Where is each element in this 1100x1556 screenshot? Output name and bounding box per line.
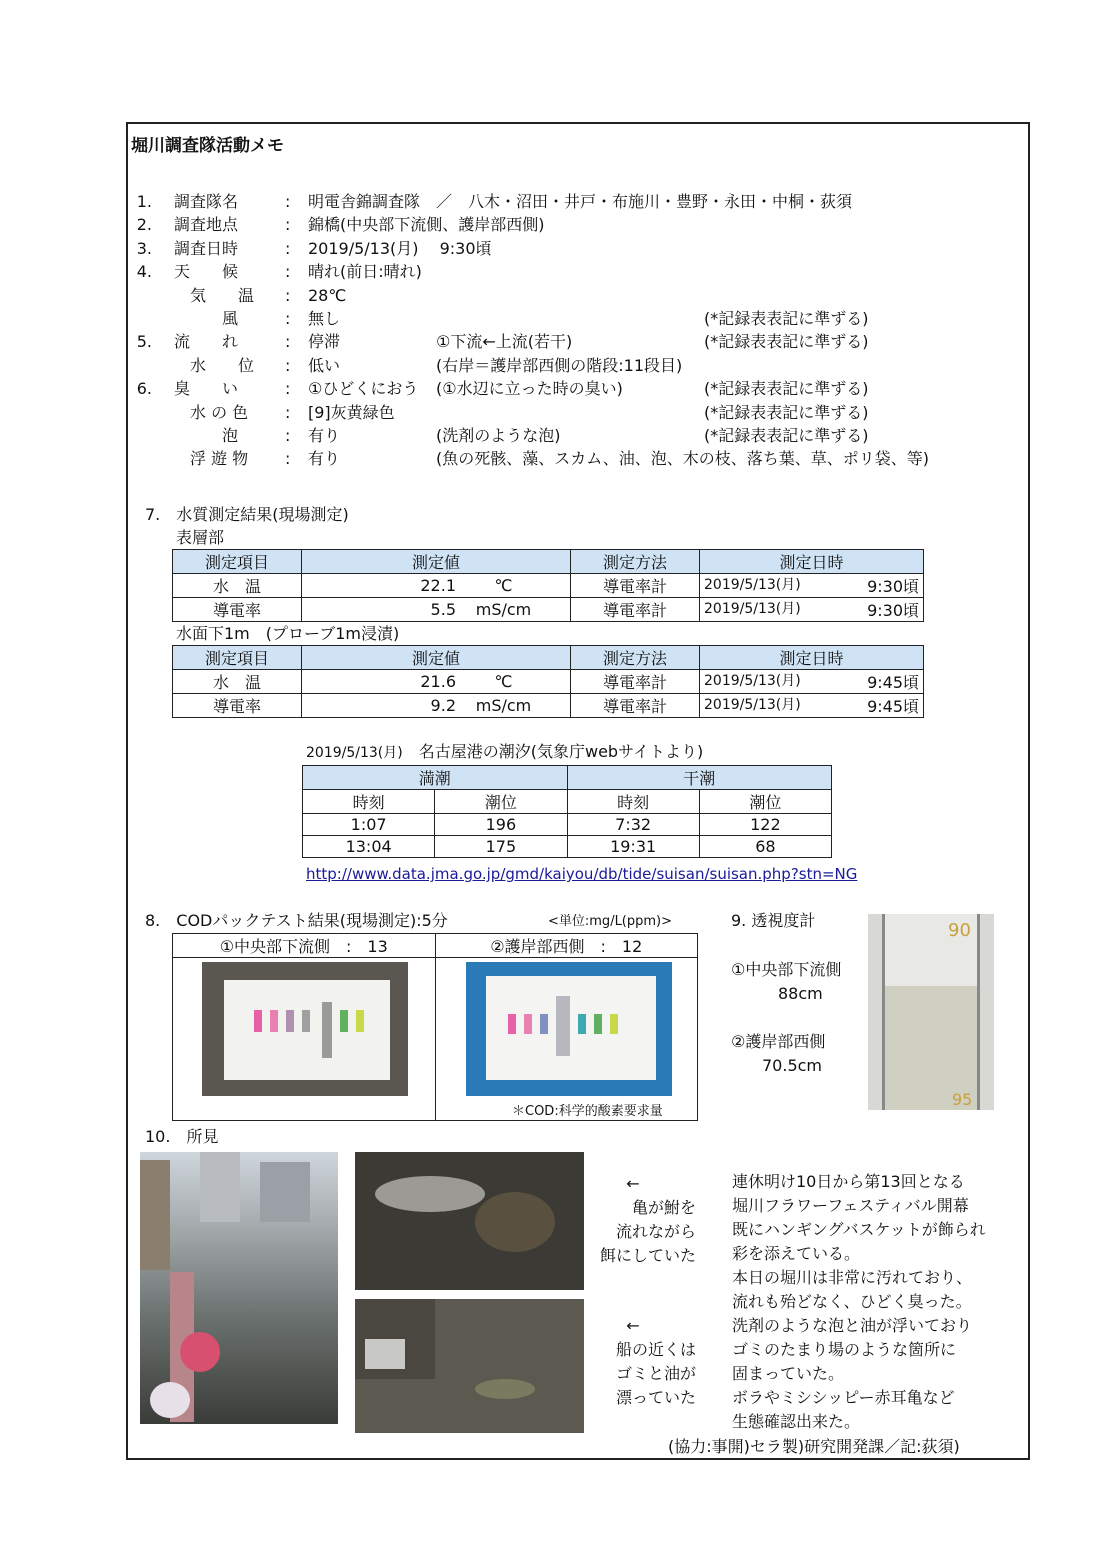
item-label: 調査日時: [174, 238, 239, 258]
item-number: 3.: [136, 238, 152, 258]
page-title: 堀川調査隊活動メモ: [131, 136, 284, 156]
item-colon: :: [285, 262, 291, 282]
transparency-heading: 9. 透視度計: [731, 911, 816, 930]
item-value: 錦橋(中央部下流側、護岸部西側): [308, 215, 545, 235]
item-label: 調査隊名: [174, 192, 239, 211]
table-header-row: [173, 550, 924, 574]
item-number: 4.: [136, 262, 152, 282]
item-reference: (*記録表表記に準ずる): [704, 379, 869, 399]
item-number: 5.: [136, 332, 152, 352]
item-label: 気 温: [174, 285, 255, 305]
cell-high-level: 175: [435, 836, 567, 858]
item-value: 有り: [308, 449, 341, 469]
cell-high-time: 13:04: [303, 836, 435, 858]
surface-table: [172, 549, 924, 622]
table-header-row: [173, 646, 924, 670]
item-colon: :: [285, 238, 291, 258]
cod-left-label: ①中央部下流側 : 13: [173, 934, 436, 958]
transparency-point1-value: 88cm: [778, 984, 823, 1003]
item-note: ①下流←上流(若干): [436, 332, 573, 352]
cell-method: 導電率計: [571, 574, 700, 598]
canal-flower-photo: [140, 1152, 338, 1424]
header-date: 測定日時: [700, 550, 924, 574]
item-colon: :: [285, 309, 291, 328]
item-value: 明電舎錦調査隊 ／ 八木・沼田・井戸・布施川・豊野・永田・中桐・荻須: [308, 192, 853, 211]
transparency-point2-label: ②護岸部西側: [731, 1032, 826, 1051]
tide-title: 2019/5/13(月) 名古屋港の潮汐(気象庁webサイトより): [306, 742, 704, 761]
item-note: (洗剤のような泡): [436, 426, 561, 445]
cell-value: 21.6 ℃: [302, 670, 571, 694]
table-row: [173, 574, 924, 598]
cell-date: 2019/5/13(月) 9:45頃: [700, 694, 924, 718]
tide-source-link[interactable]: http://www.data.jma.go.jp/gmd/kaiyou/db/tide/suisan/suisan.php?stn=NG: [306, 865, 858, 883]
item-value: 28℃: [308, 285, 347, 305]
tube-marking: 95: [952, 1090, 973, 1109]
item-number: 2.: [136, 215, 152, 235]
item-value: 有り: [308, 426, 341, 445]
header-value: 測定値: [302, 550, 571, 574]
item-colon: :: [285, 285, 291, 305]
cell-low-time: 7:32: [567, 814, 699, 836]
table-row: [303, 814, 832, 836]
surface-label: 表層部: [176, 528, 225, 547]
boat-garbage-photo: [355, 1299, 584, 1433]
item-number: 6.: [136, 379, 152, 399]
cell-high-level: 196: [435, 814, 567, 836]
item-value: 停滞: [308, 332, 341, 352]
item-value: 低い: [308, 355, 341, 375]
cell-low-level: 68: [699, 836, 831, 858]
header-date: 測定日時: [700, 646, 924, 670]
cell-low-level: 122: [699, 814, 831, 836]
tube-marking: 90: [948, 920, 971, 941]
table-row: [173, 694, 924, 718]
cell-method: 導電率計: [571, 694, 700, 718]
item-reference: (*記録表表記に準ずる): [704, 332, 869, 352]
header-low-tide: 干潮: [567, 766, 832, 790]
item-reference: (*記録表表記に準ずる): [704, 426, 869, 445]
cod-unit: <単位:mg/L(ppm)>: [548, 914, 673, 929]
cell-high-time: 1:07: [303, 814, 435, 836]
item-colon: :: [285, 402, 291, 422]
table-row: [303, 836, 832, 858]
item-label: 水 位: [174, 355, 255, 375]
credit-line: (協力:事開)セラ製)研究開発課／記:荻須): [668, 1437, 960, 1456]
cell-value: 9.2 mS/cm: [302, 694, 571, 718]
table-row: [173, 598, 924, 622]
item-value: 晴れ(前日:晴れ): [308, 262, 422, 282]
cell-date: 2019/5/13(月) 9:30頃: [700, 574, 924, 598]
cell-item: 導電率: [173, 598, 302, 622]
item-reference: (*記録表表記に準ずる): [704, 402, 869, 422]
cell-date: 2019/5/13(月) 9:45頃: [700, 670, 924, 694]
transparency-tube-photo: [868, 914, 994, 1110]
item-colon: :: [285, 449, 291, 469]
cod-chart-card: [486, 976, 656, 1080]
tide-table: [302, 765, 832, 858]
cod-heading: 8. CODパックテスト結果(現場測定):5分: [145, 911, 448, 930]
cell-value: 22.1 ℃: [302, 574, 571, 598]
cell-item: 水 温: [173, 670, 302, 694]
depth-label: 水面下1m (プローブ1m浸漬): [176, 624, 400, 643]
depth-table: [172, 645, 924, 718]
item-colon: :: [285, 355, 291, 375]
item-colon: :: [285, 379, 291, 399]
cell-method: 導電率計: [571, 598, 700, 622]
item-note: (右岸＝護岸部西側の階段:11段目): [436, 355, 683, 375]
item-label: 風: [174, 309, 239, 328]
item-value: [9]灰黄緑色: [308, 402, 395, 422]
cell-value: 5.5 mS/cm: [302, 598, 571, 622]
cod-photo-right: [466, 962, 672, 1096]
item-note: (魚の死骸、藻、スカム、油、泡、木の枝、落ち葉、草、ポリ袋、等): [436, 449, 929, 469]
item-label: 調査地点: [174, 215, 239, 235]
item-note: (①水辺に立った時の臭い): [436, 379, 623, 399]
header-method: 測定方法: [571, 646, 700, 670]
item-label: 臭 い: [174, 379, 239, 399]
item-value: 2019/5/13(月) 9:30頃: [308, 238, 492, 258]
transparency-point2-value: 70.5cm: [762, 1056, 823, 1075]
header-item: 測定項目: [173, 550, 302, 574]
table-header-row: [303, 766, 832, 790]
cod-chart-card: [224, 980, 390, 1080]
water-quality-heading: 7. 水質測定結果(現場測定): [145, 505, 349, 524]
item-value: ①ひどくにおう: [308, 379, 419, 399]
header-item: 測定項目: [173, 646, 302, 670]
header-time: 時刻: [303, 790, 435, 814]
cell-method: 導電率計: [571, 670, 700, 694]
caption-turtle: ← 亀が鮒を 流れながら 餌にしていた: [599, 1174, 696, 1265]
transparency-point1-label: ①中央部下流側: [731, 960, 842, 979]
header-value: 測定値: [302, 646, 571, 670]
cell-item: 水 温: [173, 574, 302, 598]
item-label: 泡: [174, 426, 239, 445]
cod-right-label: ②護岸部西側 : 12: [435, 934, 698, 958]
caption-boat: ← 船の近くは ゴミと油が 漂っていた: [615, 1316, 696, 1407]
item-colon: :: [285, 192, 291, 211]
item-colon: :: [285, 332, 291, 352]
cod-photo-left: [202, 962, 408, 1096]
item-colon: :: [285, 215, 291, 235]
item-label: 水 の 色: [174, 402, 249, 422]
item-label: 浮 遊 物: [174, 449, 249, 469]
header-high-tide: 満潮: [303, 766, 568, 790]
findings-heading: 10. 所見: [145, 1127, 219, 1146]
item-reference: (*記録表表記に準ずる): [704, 309, 869, 328]
cell-low-time: 19:31: [567, 836, 699, 858]
item-number: 1.: [136, 192, 152, 211]
cell-date: 2019/5/13(月) 9:30頃: [700, 598, 924, 622]
header-method: 測定方法: [571, 550, 700, 574]
header-level: 潮位: [435, 790, 567, 814]
item-colon: :: [285, 426, 291, 445]
findings-text: 連休明け10日から第13回となる 堀川フラワーフェスティバル開幕 既にハンギングバスケットが飾られ 彩を添えている。 本日の堀川は非常に汚れており、 流れも殆どなく、ひどく臭った。 洗剤のような泡と油が浮いており ゴミのたまり場のような箇所に 固まっていた。 ボラやミシシッピー赤耳亀など 生態確認出来た。: [732, 1172, 986, 1431]
item-label: 流 れ: [174, 332, 239, 352]
cod-footnote: ＊COD:科学的酸素要求量: [512, 1104, 663, 1119]
cod-header-row: [173, 934, 698, 958]
table-subheader-row: [303, 790, 832, 814]
turtle-fish-photo: [355, 1152, 584, 1290]
item-label: 天 候: [174, 262, 239, 282]
header-time: 時刻: [567, 790, 699, 814]
cell-item: 導電率: [173, 694, 302, 718]
table-row: [173, 670, 924, 694]
item-value: 無し: [308, 309, 341, 328]
header-level: 潮位: [699, 790, 831, 814]
